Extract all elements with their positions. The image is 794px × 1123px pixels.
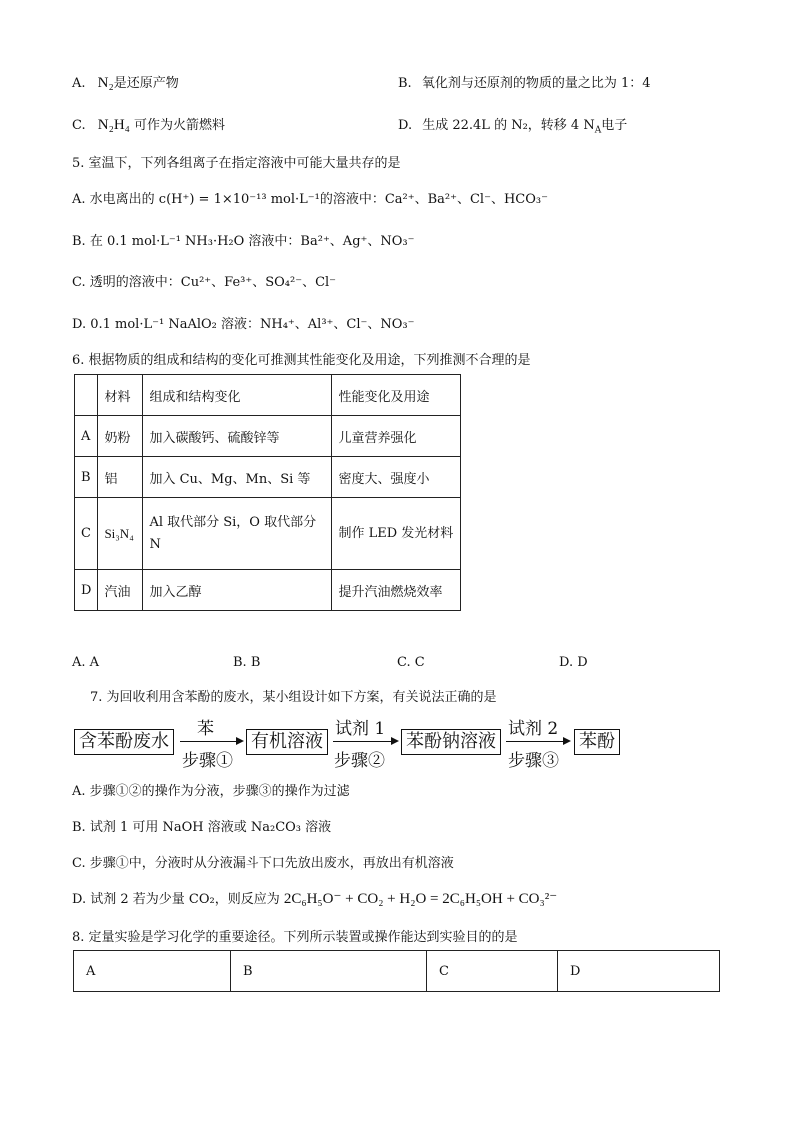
q6-answer-d: D. D <box>559 655 588 670</box>
flow-arrow-icon <box>333 741 397 742</box>
table-cell: B <box>75 457 98 498</box>
table-cell: 提升汽油燃烧效率 <box>332 570 461 611</box>
flow-step-3-label: 步骤③ <box>508 751 559 771</box>
option-label: C. <box>72 118 86 133</box>
option-label: B. <box>398 76 412 91</box>
q8-stem: 8. 定量实验是学习化学的重要途径。下列所示装置或操作能达到实验目的的是 <box>72 930 518 945</box>
table-header-cell: 性能变化及用途 <box>332 375 461 416</box>
table-cell: 汽油 <box>98 570 143 611</box>
option-label: D. <box>398 118 413 133</box>
q5-option-b: B. 在 0.1 mol·L⁻¹ NH₃·H₂O 溶液中：Ba²⁺、Ag⁺、NO₃⁻ <box>72 234 415 249</box>
table-cell: D <box>558 951 720 992</box>
q4-option-d <box>398 114 627 136</box>
table-cell: 加入碳酸钙、硫酸锌等 <box>143 416 332 457</box>
table-row <box>75 570 461 611</box>
table-row <box>74 951 720 992</box>
flow-box-phenol: 苯酚 <box>574 729 620 755</box>
option-text: D. 试剂 2 若为少量 CO₂，则反应为 <box>72 892 280 907</box>
table-cell: 儿童营养强化 <box>332 416 461 457</box>
table-header-cell: 材料 <box>98 375 143 416</box>
q7-option-d <box>72 888 557 908</box>
chem-formula: N₂ <box>97 75 114 91</box>
table-header-cell <box>75 375 98 416</box>
table-cell: D <box>75 570 98 611</box>
table-row <box>75 498 461 570</box>
option-text-end: 电子 <box>601 118 628 133</box>
q7-option-a: A. 步骤①②的操作为分液，步骤③的操作为过滤 <box>72 784 350 799</box>
flow-reagent-3-label: 试剂 2 <box>508 719 559 739</box>
q6-stem: 6. 根据物质的组成和结构的变化可推测其性能变化及用途，下列推测不合理的是 <box>72 353 531 368</box>
table-cell: 加入 Cu、Mg、Mn、Si 等 <box>143 457 332 498</box>
table-cell: 铝 <box>98 457 143 498</box>
q7-option-b: B. 试剂 1 可用 NaOH 溶液或 Na₂CO₃ 溶液 <box>72 820 332 835</box>
option-text: 生成 22.4L 的 N₂，转移 4 N <box>422 118 595 133</box>
q8-table <box>73 950 720 992</box>
table-cell: 制作 LED 发光材料 <box>332 498 461 570</box>
q7-stem: 7. 为回收利用含苯酚的废水，某小组设计如下方案，有关说法正确的是 <box>90 690 497 705</box>
table-cell: B <box>231 951 427 992</box>
chem-equation: 2C₆H₅O⁻ + CO₂ + H₂O = 2C₆H₅OH + CO₃²⁻ <box>283 891 558 907</box>
table-header-cell: 组成和结构变化 <box>143 375 332 416</box>
flow-arrow-icon <box>180 741 242 742</box>
table-cell: C <box>427 951 558 992</box>
q5-option-a: A. 水电离出的 c(H⁺) = 1×10⁻¹³ mol·L⁻¹的溶液中：Ca²⁺、Ba²⁺、Cl⁻、HCO₃⁻ <box>72 192 548 207</box>
flow-box-organic-solution: 有机溶液 <box>246 729 328 755</box>
option-text: 氧化剂与还原剂的物质的量之比为 1：4 <box>421 76 651 91</box>
q4-option-a <box>72 72 179 92</box>
q6-answer-c: C. C <box>397 655 425 670</box>
table-row <box>75 457 461 498</box>
q5-stem: 5. 室温下，下列各组离子在指定溶液中可能大量共存的是 <box>72 156 401 171</box>
q6-answer-b: B. B <box>233 655 261 670</box>
q4-option-b <box>398 72 651 91</box>
flow-reagent-2-label: 试剂 1 <box>335 719 386 739</box>
q7-option-c: C. 步骤①中，分液时从分液漏斗下口先放出废水，再放出有机溶液 <box>72 856 454 871</box>
table-cell: A <box>74 951 231 992</box>
q5-option-c: C. 透明的溶液中：Cu²⁺、Fe³⁺、SO₄²⁻、Cl⁻ <box>72 275 337 290</box>
flow-box-sodium-phenoxide: 苯酚钠溶液 <box>401 729 501 755</box>
table-cell: 奶粉 <box>98 416 143 457</box>
table-cell: 加入乙醇 <box>143 570 332 611</box>
flow-arrow-icon <box>506 741 569 742</box>
flow-reagent-1-label: 苯 <box>197 719 214 739</box>
table-header-row <box>75 375 461 416</box>
option-text: 可作为火箭燃料 <box>134 118 226 133</box>
table-cell: A <box>75 416 98 457</box>
flow-box-wastewater: 含苯酚废水 <box>74 729 174 755</box>
table-cell: 密度大、强度小 <box>332 457 461 498</box>
flow-step-1-label: 步骤① <box>182 751 233 771</box>
chem-formula: N₂H₄ <box>97 117 130 133</box>
option-label: A. <box>72 76 86 91</box>
q4-option-c <box>72 114 225 134</box>
table-cell: Si₃N₄ <box>98 498 143 570</box>
q6-table <box>74 374 461 611</box>
option-text: 是还原产物 <box>113 76 179 91</box>
subscript: A <box>594 125 602 136</box>
table-row <box>75 416 461 457</box>
table-cell: C <box>75 498 98 570</box>
q6-answer-a: A. A <box>72 655 100 670</box>
table-cell: Al 取代部分 Si，O 取代部分 N <box>143 498 332 570</box>
flow-step-2-label: 步骤② <box>334 751 385 771</box>
q5-option-d: D. 0.1 mol·L⁻¹ NaAlO₂ 溶液：NH₄⁺、Al³⁺、Cl⁻、NO₃⁻ <box>72 317 415 332</box>
